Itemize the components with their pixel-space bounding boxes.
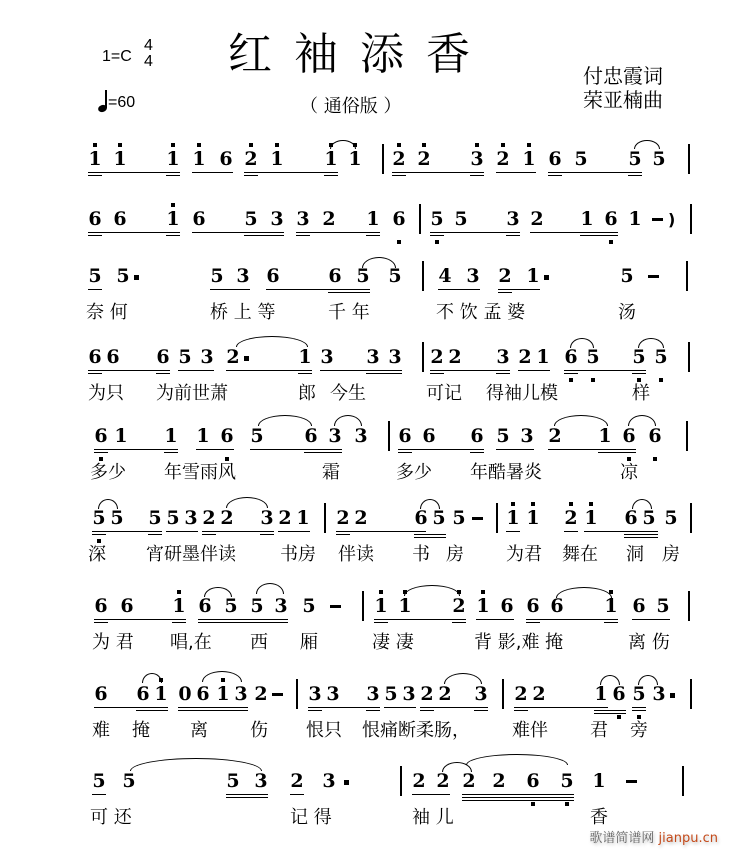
lyric: 伴读 (338, 544, 374, 565)
lyric: 为君 (506, 544, 542, 565)
lyric: 可 还 (90, 807, 132, 828)
extension-dash (652, 218, 663, 221)
lyric: 舞在 (562, 544, 598, 565)
note: 5 (250, 425, 264, 447)
note: 3 (366, 346, 380, 368)
note: 2 (514, 683, 528, 705)
note: 3 (320, 346, 334, 368)
note: 3 (270, 208, 284, 230)
augmentation-dot (544, 275, 549, 280)
notes-line (86, 585, 698, 625)
note: 3 (506, 208, 520, 230)
note: 6 (422, 425, 436, 447)
note: 2 (420, 683, 434, 705)
note: 1 (298, 346, 312, 368)
note: 5 (92, 507, 106, 529)
note: 5 (302, 595, 316, 617)
note: 3 (234, 683, 248, 705)
meter-top: 4 (144, 37, 153, 54)
bar-line (496, 503, 498, 533)
lyric: 厢 (300, 632, 318, 653)
lyric: 为只 (88, 383, 124, 404)
note: 3 (254, 770, 268, 792)
augmentation-dot (670, 693, 675, 698)
score-row-4 (86, 336, 698, 404)
lyric: 洞 (626, 544, 644, 565)
lyric: 凄 凄 (372, 632, 414, 653)
extension-dash (626, 780, 637, 783)
note: 1 (628, 208, 642, 230)
note: 2 (462, 770, 476, 792)
note: 3 (296, 208, 310, 230)
credits (583, 64, 663, 112)
note: 6 (196, 683, 210, 705)
note: 6 (136, 683, 150, 705)
lyric: 年雪雨风 (164, 462, 236, 483)
note: 3 (474, 683, 488, 705)
extension-dash (272, 693, 283, 696)
extension-dash (648, 275, 659, 278)
note: 3 (236, 265, 250, 287)
note: 1 (296, 507, 310, 529)
lyric: 房 (446, 544, 464, 565)
score-row-1 (86, 138, 698, 178)
note: 6 (94, 595, 108, 617)
extension-dash (330, 605, 341, 608)
note: 2 (290, 770, 304, 792)
lyric: 恨只 (306, 720, 342, 741)
note: 3 (322, 770, 336, 792)
note: 5 (210, 265, 224, 287)
note: 3 (328, 425, 342, 447)
bar-line (388, 421, 390, 451)
note: 5 (652, 148, 666, 170)
note: 3 (308, 683, 322, 705)
bar-line (688, 144, 690, 174)
note: 2 (392, 148, 406, 170)
score-row-2 (86, 198, 698, 238)
note: 3 (496, 346, 510, 368)
note: 3 (520, 425, 534, 447)
bar-line (686, 421, 688, 451)
note: 3 (470, 148, 484, 170)
time-signature (144, 38, 153, 70)
meter-bottom: 4 (144, 53, 153, 70)
lyric: 难 (92, 720, 110, 741)
bar-line (422, 342, 424, 372)
note: 5 (224, 595, 238, 617)
bar-line (690, 679, 692, 709)
note: 6 (604, 208, 618, 230)
lyric: 多少 (90, 462, 126, 483)
lyric: 书房 (280, 544, 316, 565)
note: 6 (88, 346, 102, 368)
note: 6 (648, 425, 662, 447)
note: 5 (388, 265, 402, 287)
lyric: 难伴 (512, 720, 548, 741)
note: 5 (454, 208, 468, 230)
note: 1 (584, 507, 598, 529)
note: 3 (466, 265, 480, 287)
score-row-7 (86, 585, 698, 653)
close-paren: ) (668, 210, 676, 229)
lyric: 恨痛断柔肠， (362, 720, 470, 741)
note: 2 (278, 507, 292, 529)
note: 6 (622, 425, 636, 447)
note: 2 (548, 425, 562, 447)
note: 6 (198, 595, 212, 617)
note: 2 (438, 683, 452, 705)
lyric: 千 年 (328, 302, 370, 323)
note: 5 (664, 507, 678, 529)
lyric: 书 (412, 544, 430, 565)
note: 2 (430, 346, 444, 368)
augmentation-dot (344, 780, 349, 785)
notes-line (86, 497, 698, 537)
bar-line (682, 766, 684, 796)
watermark (589, 827, 718, 846)
note: 5 (628, 148, 642, 170)
note: 5 (654, 346, 668, 368)
quarter-note-icon (98, 90, 108, 112)
notes-line (86, 336, 698, 376)
note: 1 (88, 148, 102, 170)
watermark-url: jianpu.cn (658, 831, 718, 846)
bar-line (690, 503, 692, 533)
note: 5 (620, 265, 634, 287)
note: 1 (476, 595, 490, 617)
note: 6 (219, 148, 233, 170)
bar-line (324, 503, 326, 533)
note: 1 (594, 683, 608, 705)
lyric: 奈 何 (86, 302, 128, 323)
lyric: 可记 (426, 383, 462, 404)
lyricist: 付忠霞词 (583, 64, 663, 88)
lyric: 不 饮 孟 婆 (436, 302, 526, 323)
note: 5 (632, 346, 646, 368)
note: 2 (220, 507, 234, 529)
note: 2 (254, 683, 268, 705)
note: 2 (354, 507, 368, 529)
note: 3 (402, 683, 416, 705)
bar-line (502, 679, 504, 709)
note: 6 (113, 208, 127, 230)
note: 6 (548, 148, 562, 170)
note: 5 (250, 595, 264, 617)
note: 2 (452, 595, 466, 617)
note: 1 (398, 595, 412, 617)
score-row-8 (86, 673, 698, 741)
note: 1 (324, 148, 338, 170)
note: 6 (220, 425, 234, 447)
lyric: 汤 (618, 302, 636, 323)
note: 3 (354, 425, 368, 447)
note: 2 (417, 148, 431, 170)
note: 1 (526, 507, 540, 529)
bar-line (400, 766, 402, 796)
note: 1 (366, 208, 380, 230)
note: 6 (94, 683, 108, 705)
lyric: 袖 儿 (412, 807, 454, 828)
note: 5 (148, 507, 162, 529)
note: 6 (470, 425, 484, 447)
note: 1 (216, 683, 230, 705)
lyric: 伤 (250, 720, 268, 741)
notes-line (86, 138, 698, 178)
note: 6 (624, 507, 638, 529)
note: 5 (116, 265, 130, 287)
notes-line (86, 415, 698, 455)
lyric: 旁 (630, 720, 648, 741)
note: 5 (430, 208, 444, 230)
note: 5 (178, 346, 192, 368)
notes-line (86, 198, 698, 238)
note: 6 (612, 683, 626, 705)
note: 5 (122, 770, 136, 792)
score-row-5 (86, 415, 698, 483)
note: 2 (322, 208, 336, 230)
lyric: 房 (662, 544, 680, 565)
note: 6 (632, 595, 646, 617)
score-row-3 (86, 255, 698, 323)
note: 6 (500, 595, 514, 617)
note: 5 (166, 507, 180, 529)
note: 3 (274, 595, 288, 617)
lyric: 离 (190, 720, 208, 741)
note: 2 (226, 346, 240, 368)
lyric: 多少 (396, 462, 432, 483)
note: 1 (592, 770, 606, 792)
lyric: 背 影,难 掩 (474, 632, 564, 653)
note: 6 (304, 425, 318, 447)
bar-line (422, 261, 424, 291)
lyric: 为前世萧 (156, 383, 228, 404)
lyric: 为 君 (92, 632, 134, 653)
note: 6 (156, 346, 170, 368)
note: 5 (632, 683, 646, 705)
score-row-9 (86, 760, 698, 828)
note: 6 (526, 595, 540, 617)
lyric: 西 (250, 632, 268, 653)
note: 5 (642, 507, 656, 529)
note: 1 (580, 208, 594, 230)
lyric: 宵研墨伴读 (146, 544, 236, 565)
note: 5 (452, 507, 466, 529)
tempo-value: =60 (108, 94, 136, 111)
note: 2 (496, 148, 510, 170)
note: 2 (564, 507, 578, 529)
watermark-site-cn: 歌谱简谱网 (589, 831, 655, 846)
key-signature: 1=C (102, 48, 132, 65)
note: 5 (586, 346, 600, 368)
lyric: 掩 (132, 720, 150, 741)
note: 1 (166, 208, 180, 230)
note: 3 (184, 507, 198, 529)
note: 2 (436, 770, 450, 792)
note: 1 (522, 148, 536, 170)
note: 2 (518, 346, 532, 368)
note: 2 (448, 346, 462, 368)
note: 1 (348, 148, 362, 170)
bar-line (690, 204, 692, 234)
augmentation-dot (244, 356, 249, 361)
note: 6 (398, 425, 412, 447)
note: 5 (384, 683, 398, 705)
note: 6 (564, 346, 578, 368)
note: 3 (200, 346, 214, 368)
note: 5 (560, 770, 574, 792)
note: 1 (526, 265, 540, 287)
note: 5 (88, 265, 102, 287)
augmentation-dot (134, 275, 139, 280)
extension-dash (472, 517, 483, 520)
lyric: 桥 上 等 (210, 302, 276, 323)
tempo-marking (98, 90, 135, 112)
note: 2 (532, 683, 546, 705)
note: 1 (172, 595, 186, 617)
note: 3 (260, 507, 274, 529)
note: 5 (92, 770, 106, 792)
note: 1 (536, 346, 550, 368)
bar-line (296, 679, 298, 709)
bar-line (688, 591, 690, 621)
composer: 荣亚楠曲 (583, 88, 663, 112)
note: 3 (388, 346, 402, 368)
note: 5 (432, 507, 446, 529)
note: 2 (492, 770, 506, 792)
notes-line (86, 255, 698, 295)
note: 5 (356, 265, 370, 287)
bar-line (419, 204, 421, 234)
note: 6 (88, 208, 102, 230)
notes-line (86, 760, 698, 800)
notes-line (86, 673, 698, 713)
note: 2 (530, 208, 544, 230)
note: 0 (178, 683, 192, 705)
note: 6 (94, 425, 108, 447)
note: 2 (202, 507, 216, 529)
lyric: 凉 (620, 462, 638, 483)
note: 3 (326, 683, 340, 705)
note: 1 (192, 148, 206, 170)
lyric: 香 (590, 807, 608, 828)
note: 6 (550, 595, 564, 617)
lyric: 样 (632, 383, 650, 404)
lyric: 年酷暑炎 (470, 462, 542, 483)
bar-line (382, 144, 384, 174)
lyric: 记 得 (290, 807, 332, 828)
song-title: 红袖添香 (228, 29, 492, 80)
bar-line (688, 342, 690, 372)
note: 5 (574, 148, 588, 170)
lyric: 离 伤 (628, 632, 670, 653)
bar-line (686, 261, 688, 291)
note: 6 (392, 208, 406, 230)
lyric: 得袖儿模 (486, 383, 558, 404)
note: 6 (414, 507, 428, 529)
lyric: 唱,在 (170, 632, 212, 653)
note: 2 (244, 148, 258, 170)
note: 1 (598, 425, 612, 447)
note: 6 (192, 208, 206, 230)
note: 6 (328, 265, 342, 287)
note: 1 (154, 683, 168, 705)
note: 6 (526, 770, 540, 792)
note: 1 (604, 595, 618, 617)
lyric: 君 (590, 720, 608, 741)
lyric: 深 (88, 544, 106, 565)
note: 1 (270, 148, 284, 170)
note: 5 (496, 425, 510, 447)
bar-line (362, 591, 364, 621)
note: 1 (374, 595, 388, 617)
note: 6 (120, 595, 134, 617)
lyric: 今生 (330, 383, 366, 404)
note: 5 (226, 770, 240, 792)
lyric: 霜 (322, 462, 340, 483)
note: 6 (106, 346, 120, 368)
note: 5 (244, 208, 258, 230)
note: 2 (336, 507, 350, 529)
note: 2 (498, 265, 512, 287)
note: 3 (652, 683, 666, 705)
note: 1 (506, 507, 520, 529)
note: 3 (366, 683, 380, 705)
note: 1 (114, 425, 128, 447)
note: 1 (196, 425, 210, 447)
note: 2 (412, 770, 426, 792)
note: 6 (266, 265, 280, 287)
song-subtitle: （ 通俗版 ） (300, 96, 402, 117)
note: 4 (438, 265, 452, 287)
note: 1 (164, 425, 178, 447)
note: 5 (656, 595, 670, 617)
score-row-6 (86, 497, 698, 565)
note: 5 (110, 507, 124, 529)
note: 1 (113, 148, 127, 170)
note: 1 (166, 148, 180, 170)
lyric: 郎 (298, 383, 316, 404)
